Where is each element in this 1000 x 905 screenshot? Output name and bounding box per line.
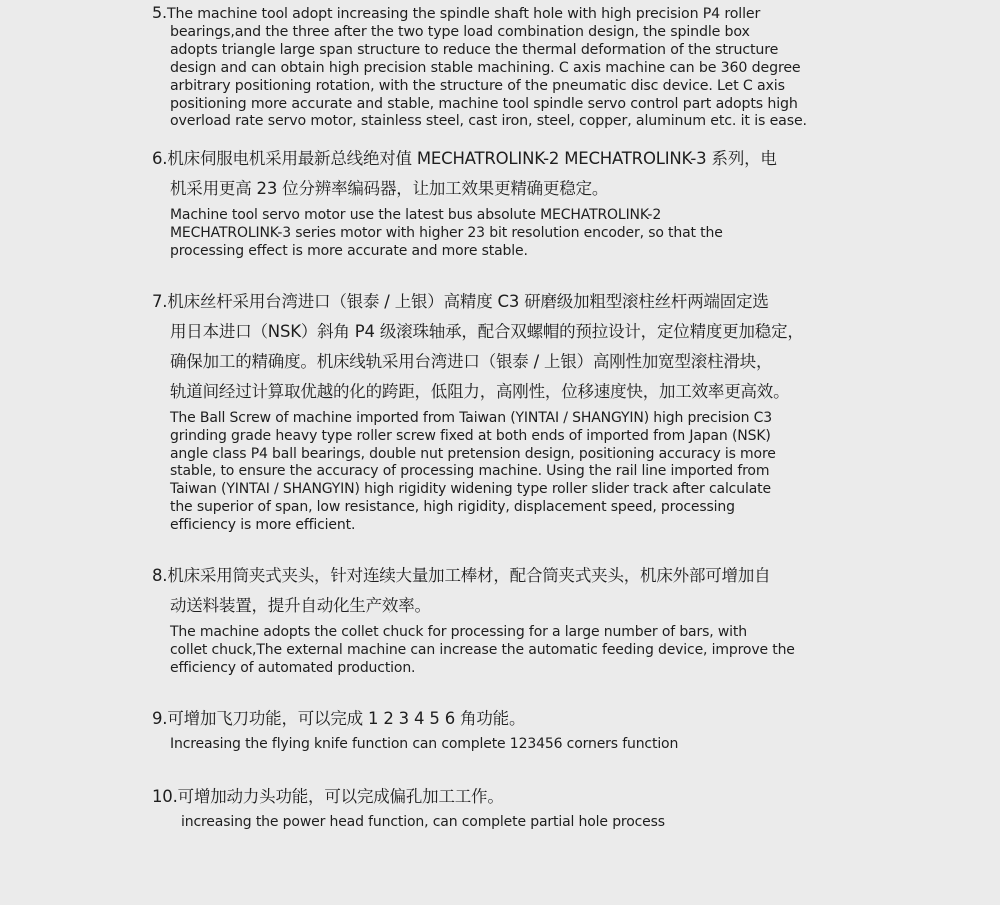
cn-line: 轨道间经过计算取优越的化的跨距，低阻力，高刚性，位移速度快，加工效率更高效。 bbox=[170, 382, 790, 401]
spec-item-6 bbox=[152, 144, 832, 260]
en-line: bearings,and the three after the two type load combination design, the spindle box bbox=[170, 23, 750, 40]
cn-line: 机床采用筒夹式夹头，针对连续大量加工棒材，配合筒夹式夹头，机床外部可增加自 bbox=[167, 566, 771, 585]
cn-line: 机床伺服电机采用最新总线绝对值 MECHATROLINK-2 MECHATROLINK-3 系列，电 bbox=[167, 149, 777, 168]
en-line: processing effect is more accurate and more stable. bbox=[170, 242, 528, 259]
item-9-english bbox=[152, 736, 832, 754]
item-5-english bbox=[152, 4, 832, 131]
spec-item-8 bbox=[152, 561, 832, 677]
cn-line: 机床丝杆采用台湾进口（银泰 / 上银）高精度 C3 研磨级加粗型滚柱丝杆两端固定选 bbox=[167, 292, 769, 311]
en-line: Increasing the flying knife function can complete 123456 corners function bbox=[170, 736, 679, 752]
en-line: efficiency of automated production. bbox=[170, 659, 416, 676]
item-number: 10. bbox=[152, 787, 178, 806]
en-line: The machine tool adopt increasing the spindle shaft hole with high precision P4 roller bbox=[166, 6, 761, 22]
en-line: angle class P4 ball bearings, double nut pretension design, positioning accuracy is more bbox=[170, 445, 776, 462]
item-number: 6. bbox=[152, 149, 168, 168]
cn-line: 可增加动力头功能，可以完成偏孔加工工作。 bbox=[177, 787, 504, 806]
spec-item-9 bbox=[152, 704, 832, 754]
item-number: 9. bbox=[152, 709, 168, 728]
en-line: The machine adopts the collet chuck for processing for a large number of bars, with bbox=[170, 624, 747, 640]
item-number: 5. bbox=[152, 3, 167, 22]
item-7-english bbox=[152, 410, 832, 535]
cn-line: 可增加飞刀功能，可以完成 1 2 3 4 5 6 角功能。 bbox=[167, 709, 526, 728]
en-line: collet chuck,The external machine can increase the automatic feeding device, improve the bbox=[170, 641, 795, 658]
item-number: 8. bbox=[152, 566, 168, 585]
spec-item-5 bbox=[152, 4, 832, 131]
cn-line: 用日本进口（NSK）斜角 P4 级滚珠轴承，配合双螺帽的预拉设计，定位精度更加稳定， bbox=[170, 322, 804, 341]
cn-line: 动送料装置，提升自动化生产效率。 bbox=[170, 596, 431, 615]
item-8-english bbox=[152, 624, 832, 677]
en-line: stable, to ensure the accuracy of processing machine. Using the rail line imported from bbox=[170, 463, 770, 480]
en-line: arbitrary positioning rotation, with the structure of the pneumatic disc device. Let C axis bbox=[170, 77, 785, 94]
en-line: increasing the power head function, can complete partial hole process bbox=[181, 814, 665, 830]
en-line: overload rate servo motor, stainless steel, cast iron, steel, copper, aluminum etc. it is ease. bbox=[170, 113, 807, 130]
en-line: Machine tool servo motor use the latest bus absolute MECHATROLINK-2 bbox=[170, 207, 662, 223]
en-line: adopts triangle large span structure to reduce the thermal deformation of the structure bbox=[170, 41, 779, 58]
en-line: MECHATROLINK-3 series motor with higher 23 bit resolution encoder, so that the bbox=[170, 224, 723, 241]
spec-item-7 bbox=[152, 287, 832, 535]
en-line: grinding grade heavy type roller screw fixed at both ends of imported from Japan (NSK) bbox=[170, 427, 771, 444]
en-line: Taiwan (YINTAI / SHANGYIN) high rigidity widening type roller slider track after calculate bbox=[170, 481, 771, 498]
item-6-english bbox=[152, 207, 832, 260]
cn-line: 机采用更高 23 位分辨率编码器，让加工效果更精确更稳定。 bbox=[170, 179, 609, 198]
en-line: the superior of span, low resistance, high rigidity, displacement speed, processing bbox=[170, 498, 735, 515]
en-line: efficiency is more efficient. bbox=[170, 516, 356, 533]
en-line: positioning more accurate and stable, machine tool spindle servo control part adopts high bbox=[170, 95, 798, 112]
spec-item-10 bbox=[152, 782, 832, 832]
item-10-english bbox=[152, 814, 832, 832]
item-number: 7. bbox=[152, 292, 168, 311]
cn-line: 确保加工的精确度。机床线轨采用台湾进口（银泰 / 上银）高刚性加宽型滚柱滑块， bbox=[170, 352, 773, 371]
en-line: design and can obtain high precision stable machining. C axis machine can be 360 degree bbox=[170, 59, 801, 76]
en-line: The Ball Screw of machine imported from Taiwan (YINTAI / SHANGYIN) high precision C3 bbox=[170, 410, 773, 426]
